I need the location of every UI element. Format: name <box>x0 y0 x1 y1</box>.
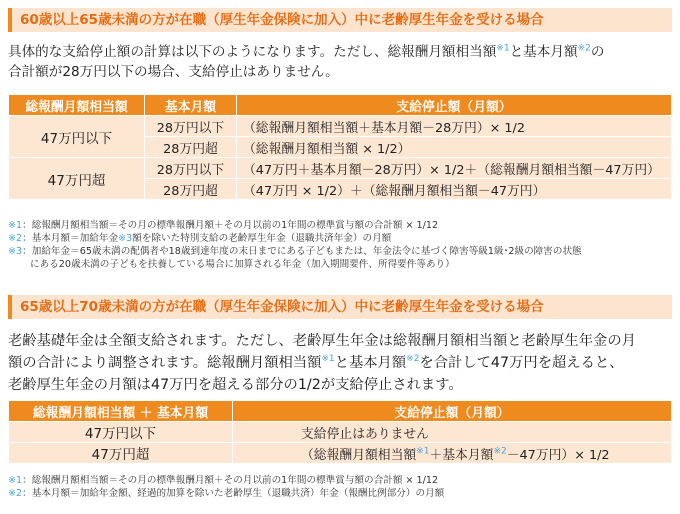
table-cell: 47万円以下 <box>9 422 233 443</box>
table-cell-group: 47万円超 <box>9 158 145 200</box>
table-cell: （47万円 × 1/2）＋（総報酬月額相当額－47万円） <box>237 179 672 200</box>
section2-header: 65歳以上70歳未満の方が在職（厚生年金保険に加入）中に老齢厚生年金を受ける場合 <box>8 295 672 319</box>
para-text: 老齢基礎年金は全額支給されます。ただし、老齢厚生年金は総報酬月額相当額と老齢厚生年金の月 <box>8 333 636 349</box>
table-cell: 支給停止はありません <box>233 422 672 443</box>
note-1: ※1：総報酬月額相当額＝その月の標準報酬月額＋その月以前の1年間の標準賞与額の合計額 × 1/12 <box>8 475 439 486</box>
table-cell: （47万円＋基本月額－28万円）× 1/2＋（総報酬月額相当額－47万円） <box>237 158 672 179</box>
section1-notes <box>8 219 676 271</box>
th-basic-monthly: 基本月額 <box>145 95 237 116</box>
note-ref-1: ※1 <box>496 43 510 54</box>
th-suspension-amount: 支給停止額（月額） <box>233 401 672 422</box>
table-cell: （総報酬月額相当額＋基本月額－28万円）× 1/2 <box>237 116 672 137</box>
section1-header: 60歳以上65歳未満の方が在職（厚生年金保険に加入）中に老齢厚生年金を受ける場合 <box>8 8 672 32</box>
note-2: ※2：基本月額＝加給年金額、経過的加算を除いた老齢厚生（退職共済）年金（報酬比例部分）の月額 <box>8 488 445 499</box>
table-cell: 28万円以下 <box>145 116 237 137</box>
note-3: ※3：加給年金＝65歳未満の配偶者や18歳到達年度の末日までにある子どもまたは、年金法令に基づく障害等級1級･2級の障害の状態 <box>8 246 582 257</box>
th-total-remuneration: 総報酬月額相当額 <box>9 95 145 116</box>
section2-table <box>8 400 672 464</box>
table-cell: 47万円超 <box>9 443 233 464</box>
section1-paragraph <box>8 42 672 82</box>
para-text: と基本月額 <box>509 44 578 60</box>
table-cell: （総報酬月額相当額$^{※1}$＋基本月額$^{※2}$－47万円）× 1/2 <box>233 443 672 464</box>
para-text: を合計して47万円を超えると、 <box>419 355 624 371</box>
note-ref-2: ※2 <box>406 354 420 365</box>
note-2: ※2：基本月額＝加給年金※3額を除いた特別支給の老齢厚生年金（退職共済年金）の月額 <box>8 233 392 244</box>
table-cell: （総報酬月額相当額 × 1/2） <box>237 137 672 158</box>
para-text: 合計額が28万円以下の場合、支給停止はありません。 <box>8 64 339 80</box>
th-suspension-amount: 支給停止額（月額） <box>237 95 672 116</box>
note-ref-1: ※1 <box>321 354 335 365</box>
section2-paragraph <box>8 330 672 396</box>
table-cell: 28万円以下 <box>145 158 237 179</box>
th-total-plus-basic: 総報酬月額相当額 ＋ 基本月額 <box>9 401 233 422</box>
table-cell-group: 47万円以下 <box>9 116 145 158</box>
section2-notes <box>8 474 676 500</box>
table-cell: 28万円超 <box>145 179 237 200</box>
section1-table <box>8 94 672 200</box>
table-cell: 28万円超 <box>145 137 237 158</box>
note-1: ※1：総報酬月額相当額＝その月の標準報酬月額＋その月以前の1年間の標準賞与額の合計額 × 1/12 <box>8 220 439 231</box>
note-3-cont: にある20歳未満の子どもを扶養している場合に加算される年金（加入期間要件、所得要件等あり） <box>30 259 455 270</box>
para-text: 額の合計により調整されます。総報酬月額相当額 <box>8 355 322 371</box>
para-text: 具体的な支給停止額の計算は以下のようになります。ただし、総報酬月額相当額 <box>8 44 497 60</box>
para-text: 老齢厚生年金の月額は47万円を超える部分の1/2が支給停止されます。 <box>8 377 463 393</box>
para-text: の <box>590 44 605 60</box>
para-text: と基本月額 <box>334 355 407 371</box>
note-ref-2: ※2 <box>577 43 591 54</box>
